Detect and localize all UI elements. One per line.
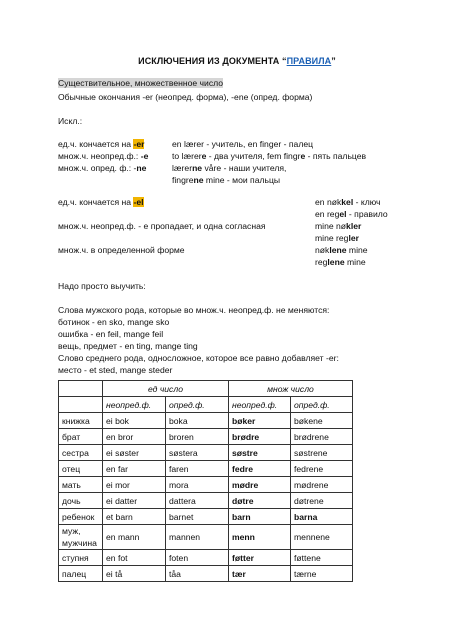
table-row [59, 445, 353, 461]
subheader: неопред.ф. [229, 397, 291, 413]
example-text: fingre [172, 175, 194, 185]
word-sg-indef: ei datter [103, 493, 166, 509]
neut-line-1: Слово среднего рода, односложное, которое все равно добавляет -er: [58, 353, 339, 363]
word-pl-indef: føtter [229, 550, 291, 566]
table-row [59, 566, 353, 582]
section-heading [58, 78, 223, 88]
highlight-er: -er [133, 139, 145, 149]
word-sg-indef: en mann [103, 525, 166, 550]
masc-line-3: ошибка - en feil, mange feil [58, 329, 164, 339]
word-ru: муж, мужчина [59, 525, 103, 550]
word-sg-def: mannen [166, 525, 229, 550]
example-bold: e [201, 151, 207, 161]
rule-text: ед.ч. кончается на [58, 139, 134, 149]
example-bold: e [300, 151, 306, 161]
word-sg-indef: ei søster [103, 445, 166, 461]
table-row [59, 429, 353, 445]
word-pl-def: mødrene [291, 477, 353, 493]
word-pl-def: søstrene [291, 445, 353, 461]
example-el-3: mine nøkler [315, 221, 362, 231]
example-er-4 [172, 175, 280, 185]
word-pl-indef: tær [229, 566, 291, 582]
word-ru: брат [59, 429, 103, 445]
rule-er-singular [58, 139, 144, 149]
example-text: - пять пальцев [305, 151, 367, 161]
word-pl-indef: døtre [229, 493, 291, 509]
table-cell [59, 397, 103, 413]
rule-text: множ.ч. опред. ф.: - [58, 163, 137, 173]
table-row [59, 509, 353, 525]
word-sg-def: tåa [166, 566, 229, 582]
rule-er-plural-indef [58, 151, 148, 161]
word-pl-def: barna [291, 509, 353, 525]
document-title [0, 56, 474, 66]
word-pl-indef: bøker [229, 413, 291, 429]
table-row [59, 461, 353, 477]
table-row [59, 525, 353, 550]
word-pl-indef: søstre [229, 445, 291, 461]
example-text: mine - мои пальцы [203, 175, 281, 185]
table-row [59, 493, 353, 509]
word-sg-indef: en bror [103, 429, 166, 445]
word-pl-def: fedrene [291, 461, 353, 477]
word-ru: дочь [59, 493, 103, 509]
word-pl-def: føttene [291, 550, 353, 566]
rule-text: множ.ч. неопред.ф.: [58, 151, 141, 161]
table-cell [59, 381, 103, 397]
word-ru: сестра [59, 445, 103, 461]
word-sg-indef: ei bok [103, 413, 166, 429]
example-el-5: nøklene mine [315, 245, 368, 255]
rule-text: ед.ч. кончается на [58, 197, 134, 207]
word-sg-indef: et barn [103, 509, 166, 525]
title-link-rules[interactable]: ПРАВИЛА [286, 56, 332, 66]
table-row [59, 477, 353, 493]
word-ru: палец [59, 566, 103, 582]
table-subheader-row [59, 397, 353, 413]
ending-bold: ne [136, 163, 147, 173]
subheader: опред.ф. [291, 397, 353, 413]
example-bold: ne [192, 163, 203, 173]
example-er-2 [172, 151, 366, 161]
learn-line: Надо просто выучить: [58, 281, 146, 291]
word-sg-indef: en far [103, 461, 166, 477]
word-ru: книжка [59, 413, 103, 429]
neut-line-2: место - et sted, mange steder [58, 365, 173, 375]
word-pl-def: døtrene [291, 493, 353, 509]
highlight-el: -el [133, 197, 144, 207]
example-text: våre - наши учителя, [202, 163, 287, 173]
subheader: неопред.ф. [103, 397, 166, 413]
word-ru: отец [59, 461, 103, 477]
word-sg-def: barnet [166, 509, 229, 525]
exceptions-label: Искл.: [58, 116, 83, 126]
example-el-4: mine regler [315, 233, 359, 243]
header-singular: ед число [103, 381, 229, 397]
word-ru: ступня [59, 550, 103, 566]
intro-line: Обычные окончания -er (неопред. форма), -ene (опред. форма) [58, 92, 313, 102]
rule-el-plural-def: множ.ч. в определенной форме [58, 245, 185, 255]
word-pl-indef: fedre [229, 461, 291, 477]
word-sg-indef: ei tå [103, 566, 166, 582]
word-ru: мать [59, 477, 103, 493]
word-pl-def: brødrene [291, 429, 353, 445]
word-sg-def: broren [166, 429, 229, 445]
ending-bold: -e [140, 151, 149, 161]
word-ru: ребенок [59, 509, 103, 525]
word-sg-def: mora [166, 477, 229, 493]
table-row [59, 413, 353, 429]
word-pl-indef: barn [229, 509, 291, 525]
header-plural: множ число [229, 381, 353, 397]
word-pl-indef: menn [229, 525, 291, 550]
section-heading-text: Существительное, множественное число [58, 78, 224, 88]
example-text: - два учителя, fem fingr [206, 151, 301, 161]
example-text: lærer [172, 163, 193, 173]
word-pl-indef: mødre [229, 477, 291, 493]
example-er-3 [172, 163, 286, 173]
example-el-2: en regel - правило [315, 209, 388, 219]
title-suffix: ” [331, 56, 336, 66]
example-el-1: en nøkkel - ключ [315, 197, 381, 207]
word-pl-indef: brødre [229, 429, 291, 445]
word-sg-def: søstera [166, 445, 229, 461]
masc-line-2: ботинок - en sko, mange sko [58, 317, 170, 327]
noun-table [58, 380, 353, 582]
rule-er-plural-def [58, 163, 146, 173]
word-sg-indef: en fot [103, 550, 166, 566]
word-sg-indef: ei mor [103, 477, 166, 493]
word-pl-def: tærne [291, 566, 353, 582]
rule-el-singular [58, 197, 144, 207]
word-pl-def: bøkene [291, 413, 353, 429]
example-bold: ne [193, 175, 204, 185]
subheader: опред.ф. [166, 397, 229, 413]
word-sg-def: boka [166, 413, 229, 429]
table-row [59, 550, 353, 566]
word-sg-def: dattera [166, 493, 229, 509]
example-text: to lærer [172, 151, 202, 161]
word-sg-def: foten [166, 550, 229, 566]
masc-line-1: Слова мужского рода, которые во множ.ч. неопред.ф. не меняются: [58, 305, 330, 315]
word-pl-def: mennene [291, 525, 353, 550]
masc-line-4: вещь, предмет - en ting, mange ting [58, 341, 198, 351]
title-prefix: ИСКЛЮЧЕНИЯ ИЗ ДОКУМЕНТА “ [138, 56, 287, 66]
rule-el-plural-indef: множ.ч. неопред.ф. - е пропадает, и одна согласная [58, 221, 266, 231]
word-sg-def: faren [166, 461, 229, 477]
example-el-6: reglene mine [315, 257, 366, 267]
example-er-1: en lærer - учитель, en finger - палец [172, 139, 314, 149]
table-header-row [59, 381, 353, 397]
